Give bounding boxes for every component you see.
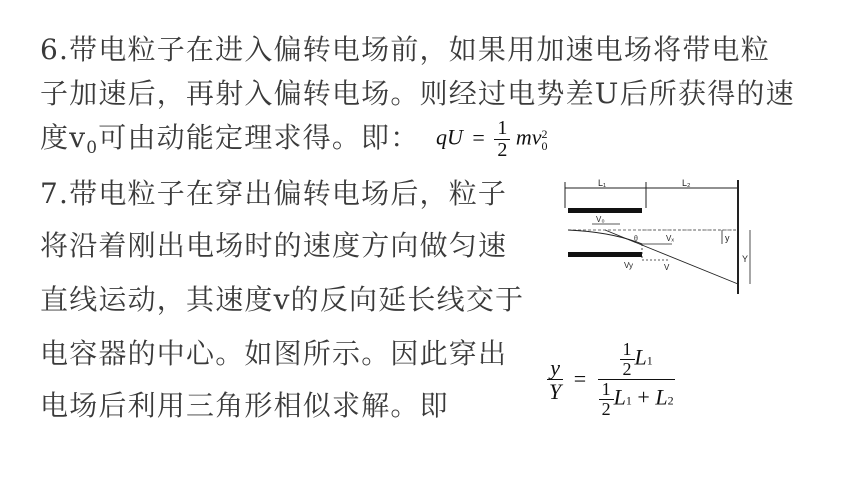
kinetic-energy-formula: qU = $\frac{1}{2}$ mv 2 0	[436, 117, 548, 161]
theta-label: θ	[634, 234, 638, 243]
big-y-label: Y	[742, 254, 749, 264]
paragraph-6-line-1: 6.带电粒子在进入偏转电场前，如果用加速电场将带电粒	[40, 33, 770, 66]
vy-label: Vy	[624, 261, 634, 270]
top-plate	[568, 208, 642, 213]
l1-label: L₁	[598, 178, 607, 188]
l2-label: L₂	[682, 178, 691, 188]
y-small-label: y	[725, 233, 730, 243]
paragraph-7-line-3: 直线运动，其速度v的反向延长线交于	[40, 283, 525, 316]
paragraph-7-line-2: 将沿着刚出电场时的速度方向做匀速	[40, 229, 508, 262]
v0-label: V₀	[596, 215, 605, 224]
paragraph-6-line-2: 子加速后，再射入偏转电场。则经过电势差U后所获得的速	[40, 77, 795, 110]
paragraph-7-line-4: 电容器的中心。如图所示。因此穿出	[40, 337, 508, 370]
deflection-diagram	[562, 178, 756, 296]
paragraph-7-line-5: 电场后利用三角形相似求解。即	[40, 389, 449, 422]
paragraph-7-line-1: 7.带电粒子在穿出偏转电场后，粒子	[40, 177, 508, 210]
similar-triangles-formula: $\frac{y}{Y}$ = $\frac{1}{2}$ L1 $\frac{1}{2}$ L1 + L2	[549, 339, 674, 419]
v-label: V	[664, 263, 670, 272]
vx-label: Vₓ	[666, 234, 674, 243]
bottom-plate	[568, 252, 642, 257]
paragraph-6-line-3: 度$v_0$可由动能定理求得。即：	[40, 121, 420, 158]
